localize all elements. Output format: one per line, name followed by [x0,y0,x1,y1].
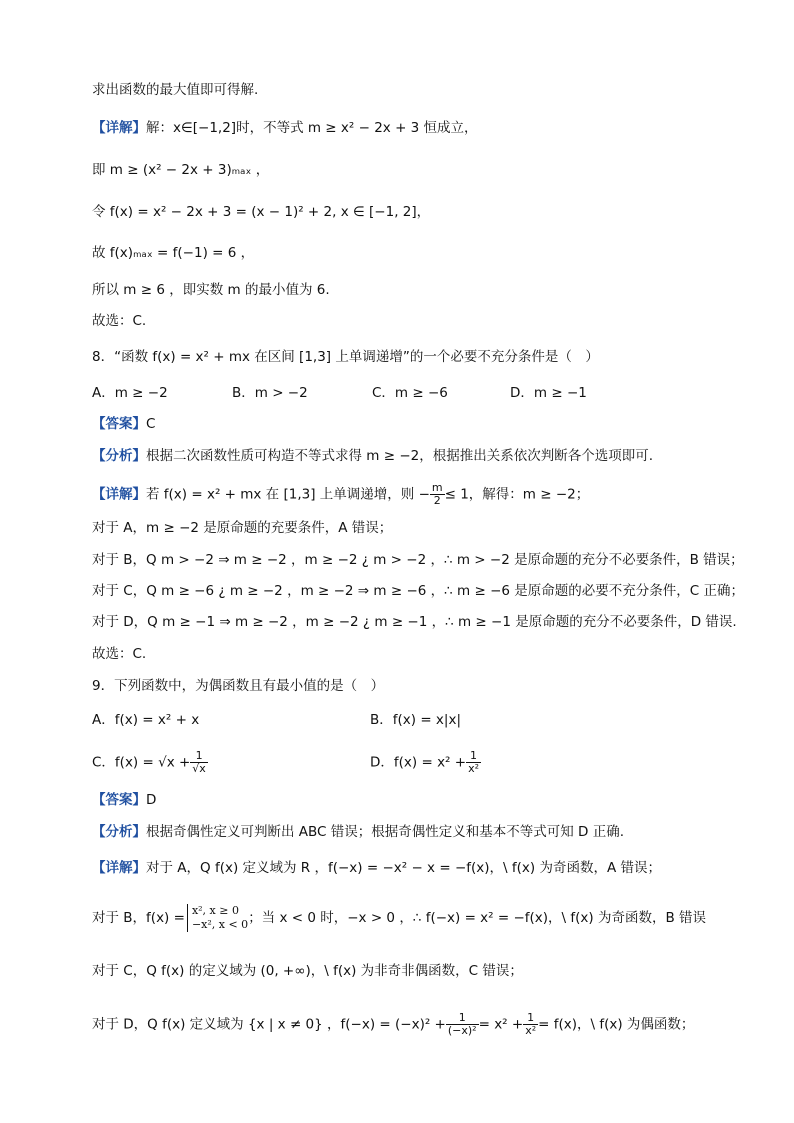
fraction-1-over-neg-x-squared: $\frac{1}{\text{(−x)²}}$ [447,1011,477,1037]
text-line: 求出函数的最大值即可得解. [92,82,259,98]
fraction-1-over-x-squared: $\frac{1}{\text{x²}}$ [468,749,479,775]
q7-line5: 所以 m ≥ 6 ，即实数 m 的最小值为 6. [92,282,330,298]
q7-line2: 即 m ≥ (x² − 2x + 3)ₘₐₓ ， [92,162,270,178]
q9-option-a: A．f(x) = x² + x [92,712,200,728]
q8-option-b: B．m > −2 [232,385,308,401]
q8-case-a: 对于 A，m ≥ −2 是原命题的充要条件，A 错误； [92,520,393,536]
q7-choice: 故选：C. [92,313,147,329]
q8-option-d: D．m ≥ −1 [510,385,587,401]
fraction-1-over-x-squared-2: $\frac{1}{\text{x²}}$ [525,1011,537,1037]
q9-case-c: 对于 C，Q f(x) 的定义域为 (0, +∞)，\ f(x) 为非奇非偶函数，C 错误； [92,963,523,979]
q8-case-b: 对于 B，Q m > −2 ⇒ m ≥ −2 ，m ≥ −2 ¿ m > −2 ，∴ m > −2 是原命题的充分不必要条件，B 错误； [92,552,744,568]
q8-case-d: 对于 D，Q m ≥ −1 ⇒ m ≥ −2 ，m ≥ −2 ¿ m ≥ −1 ，∴ m ≥ −1 是原命题的充分不必要条件，D 错误. [92,614,737,630]
q9-title: 9．下列函数中，为偶函数且有最小值的是（ ） [92,678,385,694]
q8-detail: 【详解】若 f(x) = x² + mx 在 [1,3] 上单调递增，则 − $\frac{m}{2}$ ≤ 1，解得：m ≥ −2； [92,481,590,507]
q8-case-c: 对于 C，Q m ≥ −6 ¿ m ≥ −2 ，m ≥ −2 ⇒ m ≥ −6 ，∴ m ≥ −6 是原命题的必要不充分条件，C 正确； [92,583,744,599]
q9-option-c: C．f(x) = √x + $\frac{1}{√x}$ [92,749,206,775]
piecewise-brace: x², x ≥ 0 −x², x < 0 [187,904,248,932]
q8-choice: 故选：C. [92,646,147,662]
q9-option-b: B．f(x) = x|x| [370,712,462,728]
q7-line3: 令 f(x) = x² − 2x + 3 = (x − 1)² + 2, x ∈ [−1, 2]， [92,204,431,220]
q7-line4: 故 f(x)ₘₐₓ = f(−1) = 6 ， [92,245,255,261]
q9-option-d: D．f(x) = x² + $\frac{1}{\text{x²}}$ [370,749,479,775]
q9-detail: 【详解】对于 A，Q f(x) 定义域为 R ，f(−x) = −x² − x = −f(x)，\ f(x) 为奇函数，A 错误； [92,860,661,876]
q9-case-d: 对于 D，Q f(x) 定义域为 {x | x ≠ 0} ，f(−x) = (−x)² + $\frac{1}{\text{(−x)²}}$ = x² + $\frac{1}{\text{x²}}$ = f(x)，\ f(x) 为偶函数； [92,1011,695,1037]
q8-analysis: 【分析】根据二次函数性质可构造不等式求得 m ≥ −2，根据推出关系依次判断各个选项即可. [92,448,654,464]
fraction-1-over-sqrt-x: $\frac{1}{√x}$ [192,749,206,775]
q8-option-a: A．m ≥ −2 [92,385,168,401]
q8-answer: 【答案】C [92,416,156,432]
fraction-m-over-2: $\frac{m}{2}$ [431,481,443,507]
q9-case-b: 对于 B，f(x) = x², x ≥ 0 −x², x < 0 ；当 x < 0 时，−x > 0 ，∴ f(−x) = x² = −f(x)，\ f(x) 为奇函数，B 错误 [92,904,707,931]
q9-analysis: 【分析】根据奇偶性定义可判断出 ABC 错误；根据奇偶性定义和基本不等式可知 D 正确. [92,824,625,840]
q8-option-c: C．m ≥ −6 [372,385,448,401]
q7-detail: 【详解】解：x∈[−1,2]时，不等式 m ≥ x² − 2x + 3 恒成立， [92,120,478,136]
q9-answer: 【答案】D [92,792,157,808]
q8-title: 8．“函数 f(x) = x² + mx 在区间 [1,3] 上单调递增”的一个必要不充分条件是（ ） [92,349,599,365]
